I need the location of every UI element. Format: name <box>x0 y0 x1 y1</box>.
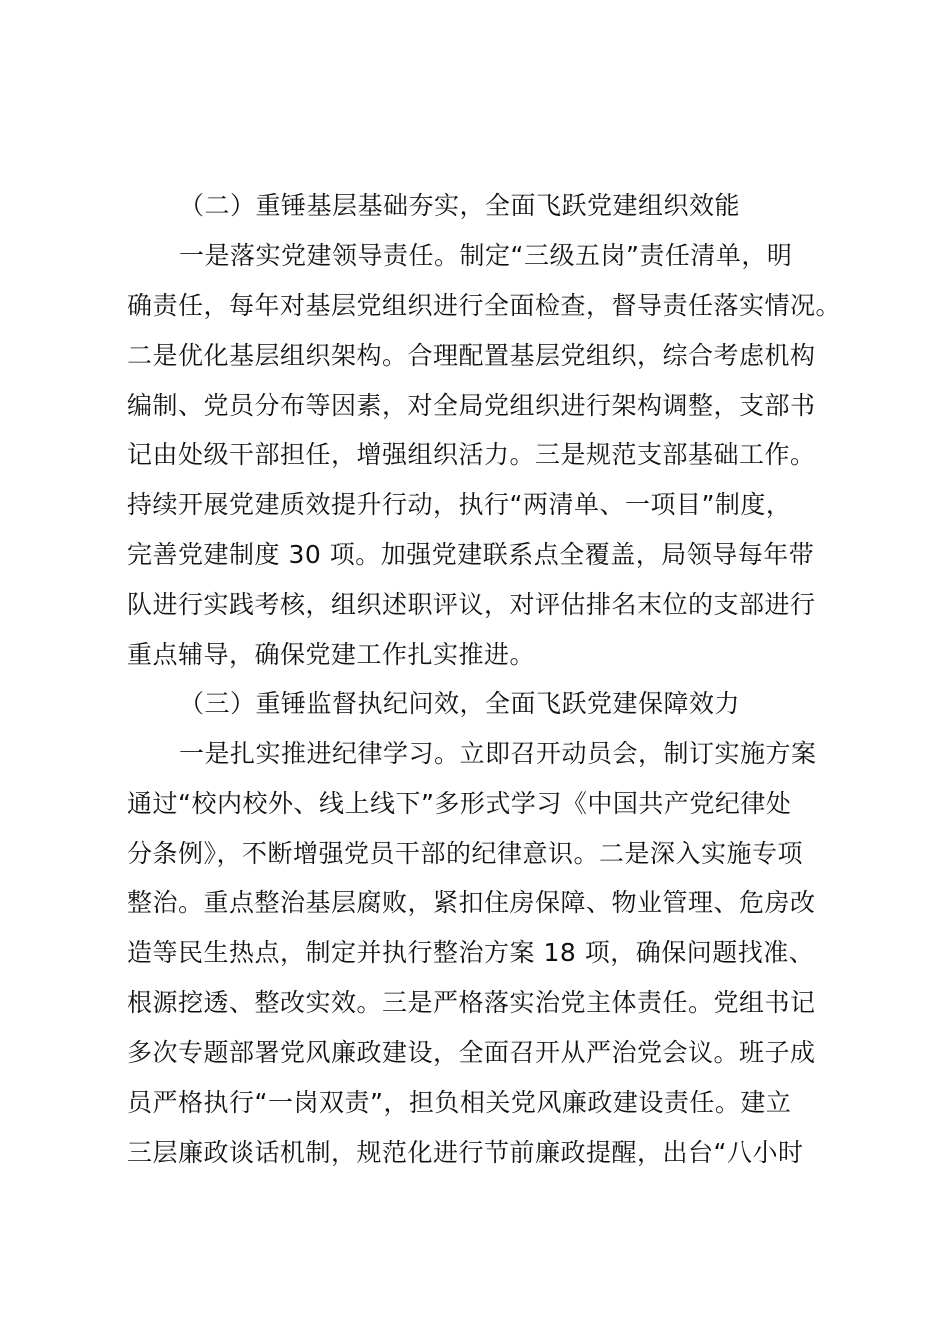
paragraph-line: 员严格执行“一岗双责”，担负相关党风廉政建设责任。建立 <box>127 1088 792 1117</box>
paragraph-line: 多次专题部署党风廉政建设，全面召开从严治党会议。班子成 <box>127 1038 816 1067</box>
paragraph-line: 根源挖透、整改实效。三是严格落实治党主体责任。党组书记 <box>127 988 816 1017</box>
paragraph-line: 造等民生热点，制定并执行整治方案 18 项，确保问题找准、 <box>127 938 815 967</box>
paragraph-line: 一是扎实推进纪律学习。立即召开动员会，制订实施方案 <box>179 739 817 768</box>
paragraph-line: 整治。重点整治基层腐败，紧扣住房保障、物业管理、危房改 <box>127 888 816 917</box>
paragraph-line: 分条例》，不断增强党员干部的纪律意识。二是深入实施专项 <box>127 839 804 868</box>
paragraph-line: 队进行实践考核，组织述职评议，对评估排名末位的支部进行 <box>127 590 816 619</box>
paragraph-line: 二是优化基层组织架构。合理配置基层党组织，综合考虑机构 <box>127 341 816 370</box>
paragraph-line: 编制、党员分布等因素，对全局党组织进行架构调整，支部书 <box>127 391 816 420</box>
paragraph-line: 重点辅导，确保党建工作扎实推进。 <box>127 640 536 669</box>
section-heading-3: （三）重锤监督执纪问效，全面飞跃党建保障效力 <box>179 689 741 718</box>
section-heading-2: （二）重锤基层基础夯实，全面飞跃党建组织效能 <box>179 191 741 220</box>
paragraph-line: 三层廉政谈话机制，规范化进行节前廉政提醒，出台“八小时 <box>127 1138 804 1167</box>
paragraph-line: 持续开展党建质效提升行动，执行“两清单、一项目”制度， <box>127 490 792 519</box>
paragraph-line: 记由处级干部担任，增强组织活力。三是规范支部基础工作。 <box>127 440 816 469</box>
paragraph-line: 确责任，每年对基层党组织进行全面检查，督导责任落实情况。 <box>127 291 842 320</box>
paragraph-line: 通过“校内校外、线上线下”多形式学习《中国共产党纪律处 <box>127 789 792 818</box>
paragraph-line: 一是落实党建领导责任。制定“三级五岗”责任清单，明 <box>179 241 793 270</box>
paragraph-line: 完善党建制度 30 项。加强党建联系点全覆盖，局领导每年带 <box>127 540 815 569</box>
